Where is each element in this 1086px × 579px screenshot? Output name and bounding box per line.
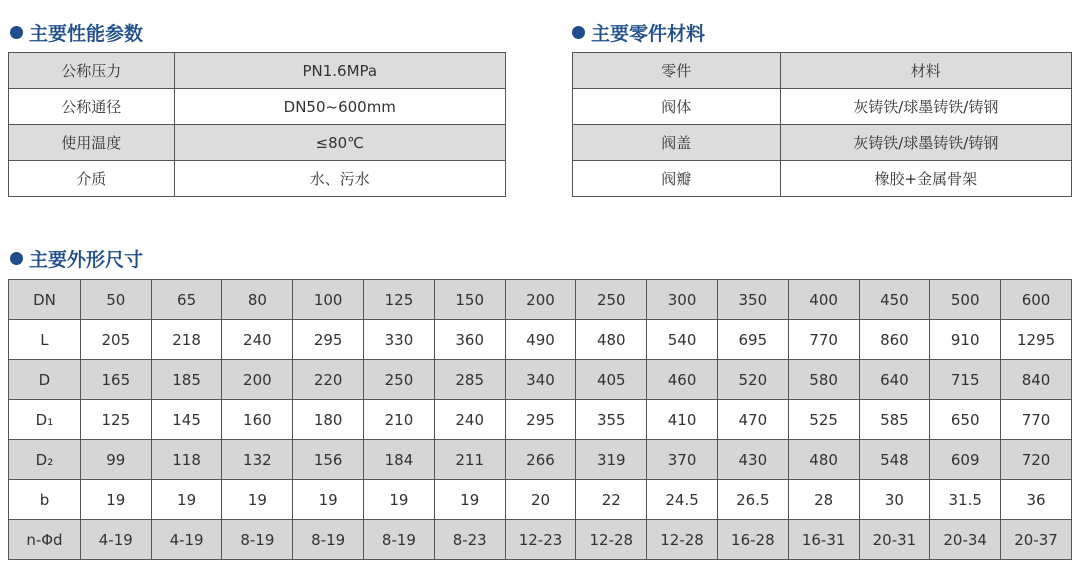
dimensions-cell: 180	[293, 400, 364, 440]
bullet-dot-icon	[10, 26, 23, 39]
dimensions-cell: 266	[505, 440, 576, 480]
dimensions-cell: 250	[364, 360, 435, 400]
dimensions-cell: 28	[788, 480, 859, 520]
dimensions-row	[9, 360, 1072, 400]
dimensions-cell: 405	[576, 360, 647, 400]
dimensions-cell: 26.5	[717, 480, 788, 520]
dimensions-cell: 340	[505, 360, 576, 400]
dimensions-cell: 295	[293, 320, 364, 360]
dimensions-cell: 20-31	[859, 520, 930, 560]
dimensions-cell: 132	[222, 440, 293, 480]
performance-table	[8, 52, 506, 197]
dimensions-cell: 370	[647, 440, 718, 480]
dimensions-cell: 185	[151, 360, 222, 400]
dimensions-cell: 240	[222, 320, 293, 360]
dimensions-cell: 145	[151, 400, 222, 440]
dimensions-cell: 640	[859, 360, 930, 400]
dimensions-cell: 220	[293, 360, 364, 400]
dimensions-cell: 20-34	[930, 520, 1001, 560]
dimensions-cell: 12-23	[505, 520, 576, 560]
performance-section-title	[10, 19, 143, 45]
dimensions-cell: 19	[434, 480, 505, 520]
dimensions-cell: 300	[647, 280, 718, 320]
dimensions-cell: 770	[1001, 400, 1072, 440]
dimensions-cell: 20	[505, 480, 576, 520]
dimensions-cell: 585	[859, 400, 930, 440]
dimensions-cell: 12-28	[576, 520, 647, 560]
materials-section-title	[572, 19, 705, 45]
dimensions-row	[9, 440, 1072, 480]
dimensions-row	[9, 520, 1072, 560]
dimensions-cell: 184	[364, 440, 435, 480]
dimensions-cell: 19	[222, 480, 293, 520]
dimensions-cell: 150	[434, 280, 505, 320]
dimensions-cell: 470	[717, 400, 788, 440]
dimensions-cell: 330	[364, 320, 435, 360]
dimensions-cell: 355	[576, 400, 647, 440]
dimensions-cell: 500	[930, 280, 1001, 320]
materials-row	[573, 161, 1072, 197]
dimensions-cell: 840	[1001, 360, 1072, 400]
materials-material: 灰铸铁/球墨铸铁/铸钢	[780, 89, 1071, 125]
dimensions-cell: 99	[80, 440, 151, 480]
dimensions-cell: 8-19	[222, 520, 293, 560]
performance-value: PN1.6MPa	[174, 53, 505, 89]
dimensions-row-label: b	[9, 480, 81, 520]
materials-header-part: 零件	[573, 53, 781, 89]
dimensions-cell: 20-37	[1001, 520, 1072, 560]
performance-value: ≤80℃	[174, 125, 505, 161]
dimensions-cell: 65	[151, 280, 222, 320]
performance-label: 介质	[9, 161, 175, 197]
performance-row	[9, 89, 506, 125]
dimensions-cell: 22	[576, 480, 647, 520]
dimensions-cell: 8-19	[293, 520, 364, 560]
dimensions-cell: 295	[505, 400, 576, 440]
performance-label: 公称压力	[9, 53, 175, 89]
dimensions-row	[9, 320, 1072, 360]
dimensions-cell: 19	[293, 480, 364, 520]
dimensions-row-label: L	[9, 320, 81, 360]
dimensions-cell: 4-19	[151, 520, 222, 560]
dimensions-row-label: D₁	[9, 400, 81, 440]
dimensions-cell: 200	[505, 280, 576, 320]
dimensions-cell: 1295	[1001, 320, 1072, 360]
bullet-dot-icon	[572, 26, 585, 39]
performance-title-text: 主要性能参数	[29, 22, 144, 45]
dimensions-cell: 16-31	[788, 520, 859, 560]
dimensions-cell: 19	[80, 480, 151, 520]
dimensions-row	[9, 480, 1072, 520]
materials-header-row	[573, 53, 1072, 89]
performance-label: 使用温度	[9, 125, 175, 161]
dimensions-cell: 156	[293, 440, 364, 480]
performance-value: DN50~600mm	[174, 89, 505, 125]
performance-row	[9, 125, 506, 161]
dimensions-cell: 50	[80, 280, 151, 320]
dimensions-cell: 218	[151, 320, 222, 360]
dimensions-cell: 480	[576, 320, 647, 360]
materials-material: 橡胶+金属骨架	[780, 161, 1071, 197]
dimensions-cell: 720	[1001, 440, 1072, 480]
dimensions-cell: 450	[859, 280, 930, 320]
dimensions-cell: 8-23	[434, 520, 505, 560]
dimensions-cell: 210	[364, 400, 435, 440]
dimensions-row	[9, 280, 1072, 320]
dimensions-row-label: n-Φd	[9, 520, 81, 560]
performance-row	[9, 53, 506, 89]
materials-row	[573, 89, 1072, 125]
dimensions-cell: 600	[1001, 280, 1072, 320]
dimensions-row-label: DN	[9, 280, 81, 320]
dimensions-cell: 125	[364, 280, 435, 320]
dimensions-cell: 200	[222, 360, 293, 400]
dimensions-cell: 250	[576, 280, 647, 320]
materials-part: 阀瓣	[573, 161, 781, 197]
dimensions-cell: 125	[80, 400, 151, 440]
materials-header-material: 材料	[780, 53, 1071, 89]
dimensions-cell: 715	[930, 360, 1001, 400]
dimensions-cell: 520	[717, 360, 788, 400]
dimensions-cell: 350	[717, 280, 788, 320]
dimensions-cell: 580	[788, 360, 859, 400]
dimensions-cell: 19	[364, 480, 435, 520]
dimensions-cell: 910	[930, 320, 1001, 360]
dimensions-row-label: D	[9, 360, 81, 400]
dimensions-cell: 8-19	[364, 520, 435, 560]
dimensions-cell: 24.5	[647, 480, 718, 520]
dimensions-cell: 490	[505, 320, 576, 360]
materials-table	[572, 52, 1072, 197]
dimensions-cell: 165	[80, 360, 151, 400]
dimensions-table	[8, 279, 1072, 560]
dimensions-cell: 400	[788, 280, 859, 320]
dimensions-cell: 860	[859, 320, 930, 360]
dimensions-cell: 160	[222, 400, 293, 440]
performance-label: 公称通径	[9, 89, 175, 125]
materials-row	[573, 125, 1072, 161]
materials-part: 阀盖	[573, 125, 781, 161]
dimensions-cell: 695	[717, 320, 788, 360]
dimensions-cell: 80	[222, 280, 293, 320]
dimensions-cell: 240	[434, 400, 505, 440]
dimensions-cell: 16-28	[717, 520, 788, 560]
dimensions-cell: 100	[293, 280, 364, 320]
dimensions-cell: 480	[788, 440, 859, 480]
dimensions-cell: 205	[80, 320, 151, 360]
dimensions-cell: 430	[717, 440, 788, 480]
dimensions-cell: 319	[576, 440, 647, 480]
materials-part: 阀体	[573, 89, 781, 125]
dimensions-row	[9, 400, 1072, 440]
dimensions-cell: 211	[434, 440, 505, 480]
performance-value: 水、污水	[174, 161, 505, 197]
dimensions-cell: 360	[434, 320, 505, 360]
dimensions-cell: 460	[647, 360, 718, 400]
materials-material: 灰铸铁/球墨铸铁/铸钢	[780, 125, 1071, 161]
dimensions-title-text: 主要外形尺寸	[29, 248, 144, 271]
dimensions-cell: 609	[930, 440, 1001, 480]
dimensions-section-title	[10, 245, 143, 271]
dimensions-cell: 410	[647, 400, 718, 440]
dimensions-cell: 525	[788, 400, 859, 440]
dimensions-cell: 12-28	[647, 520, 718, 560]
dimensions-cell: 118	[151, 440, 222, 480]
dimensions-cell: 548	[859, 440, 930, 480]
dimensions-row-label: D₂	[9, 440, 81, 480]
dimensions-cell: 540	[647, 320, 718, 360]
dimensions-cell: 36	[1001, 480, 1072, 520]
dimensions-cell: 4-19	[80, 520, 151, 560]
dimensions-cell: 19	[151, 480, 222, 520]
performance-row	[9, 161, 506, 197]
bullet-dot-icon	[10, 252, 23, 265]
dimensions-cell: 30	[859, 480, 930, 520]
dimensions-cell: 285	[434, 360, 505, 400]
dimensions-cell: 770	[788, 320, 859, 360]
dimensions-cell: 650	[930, 400, 1001, 440]
dimensions-cell: 31.5	[930, 480, 1001, 520]
materials-title-text: 主要零件材料	[591, 22, 706, 45]
